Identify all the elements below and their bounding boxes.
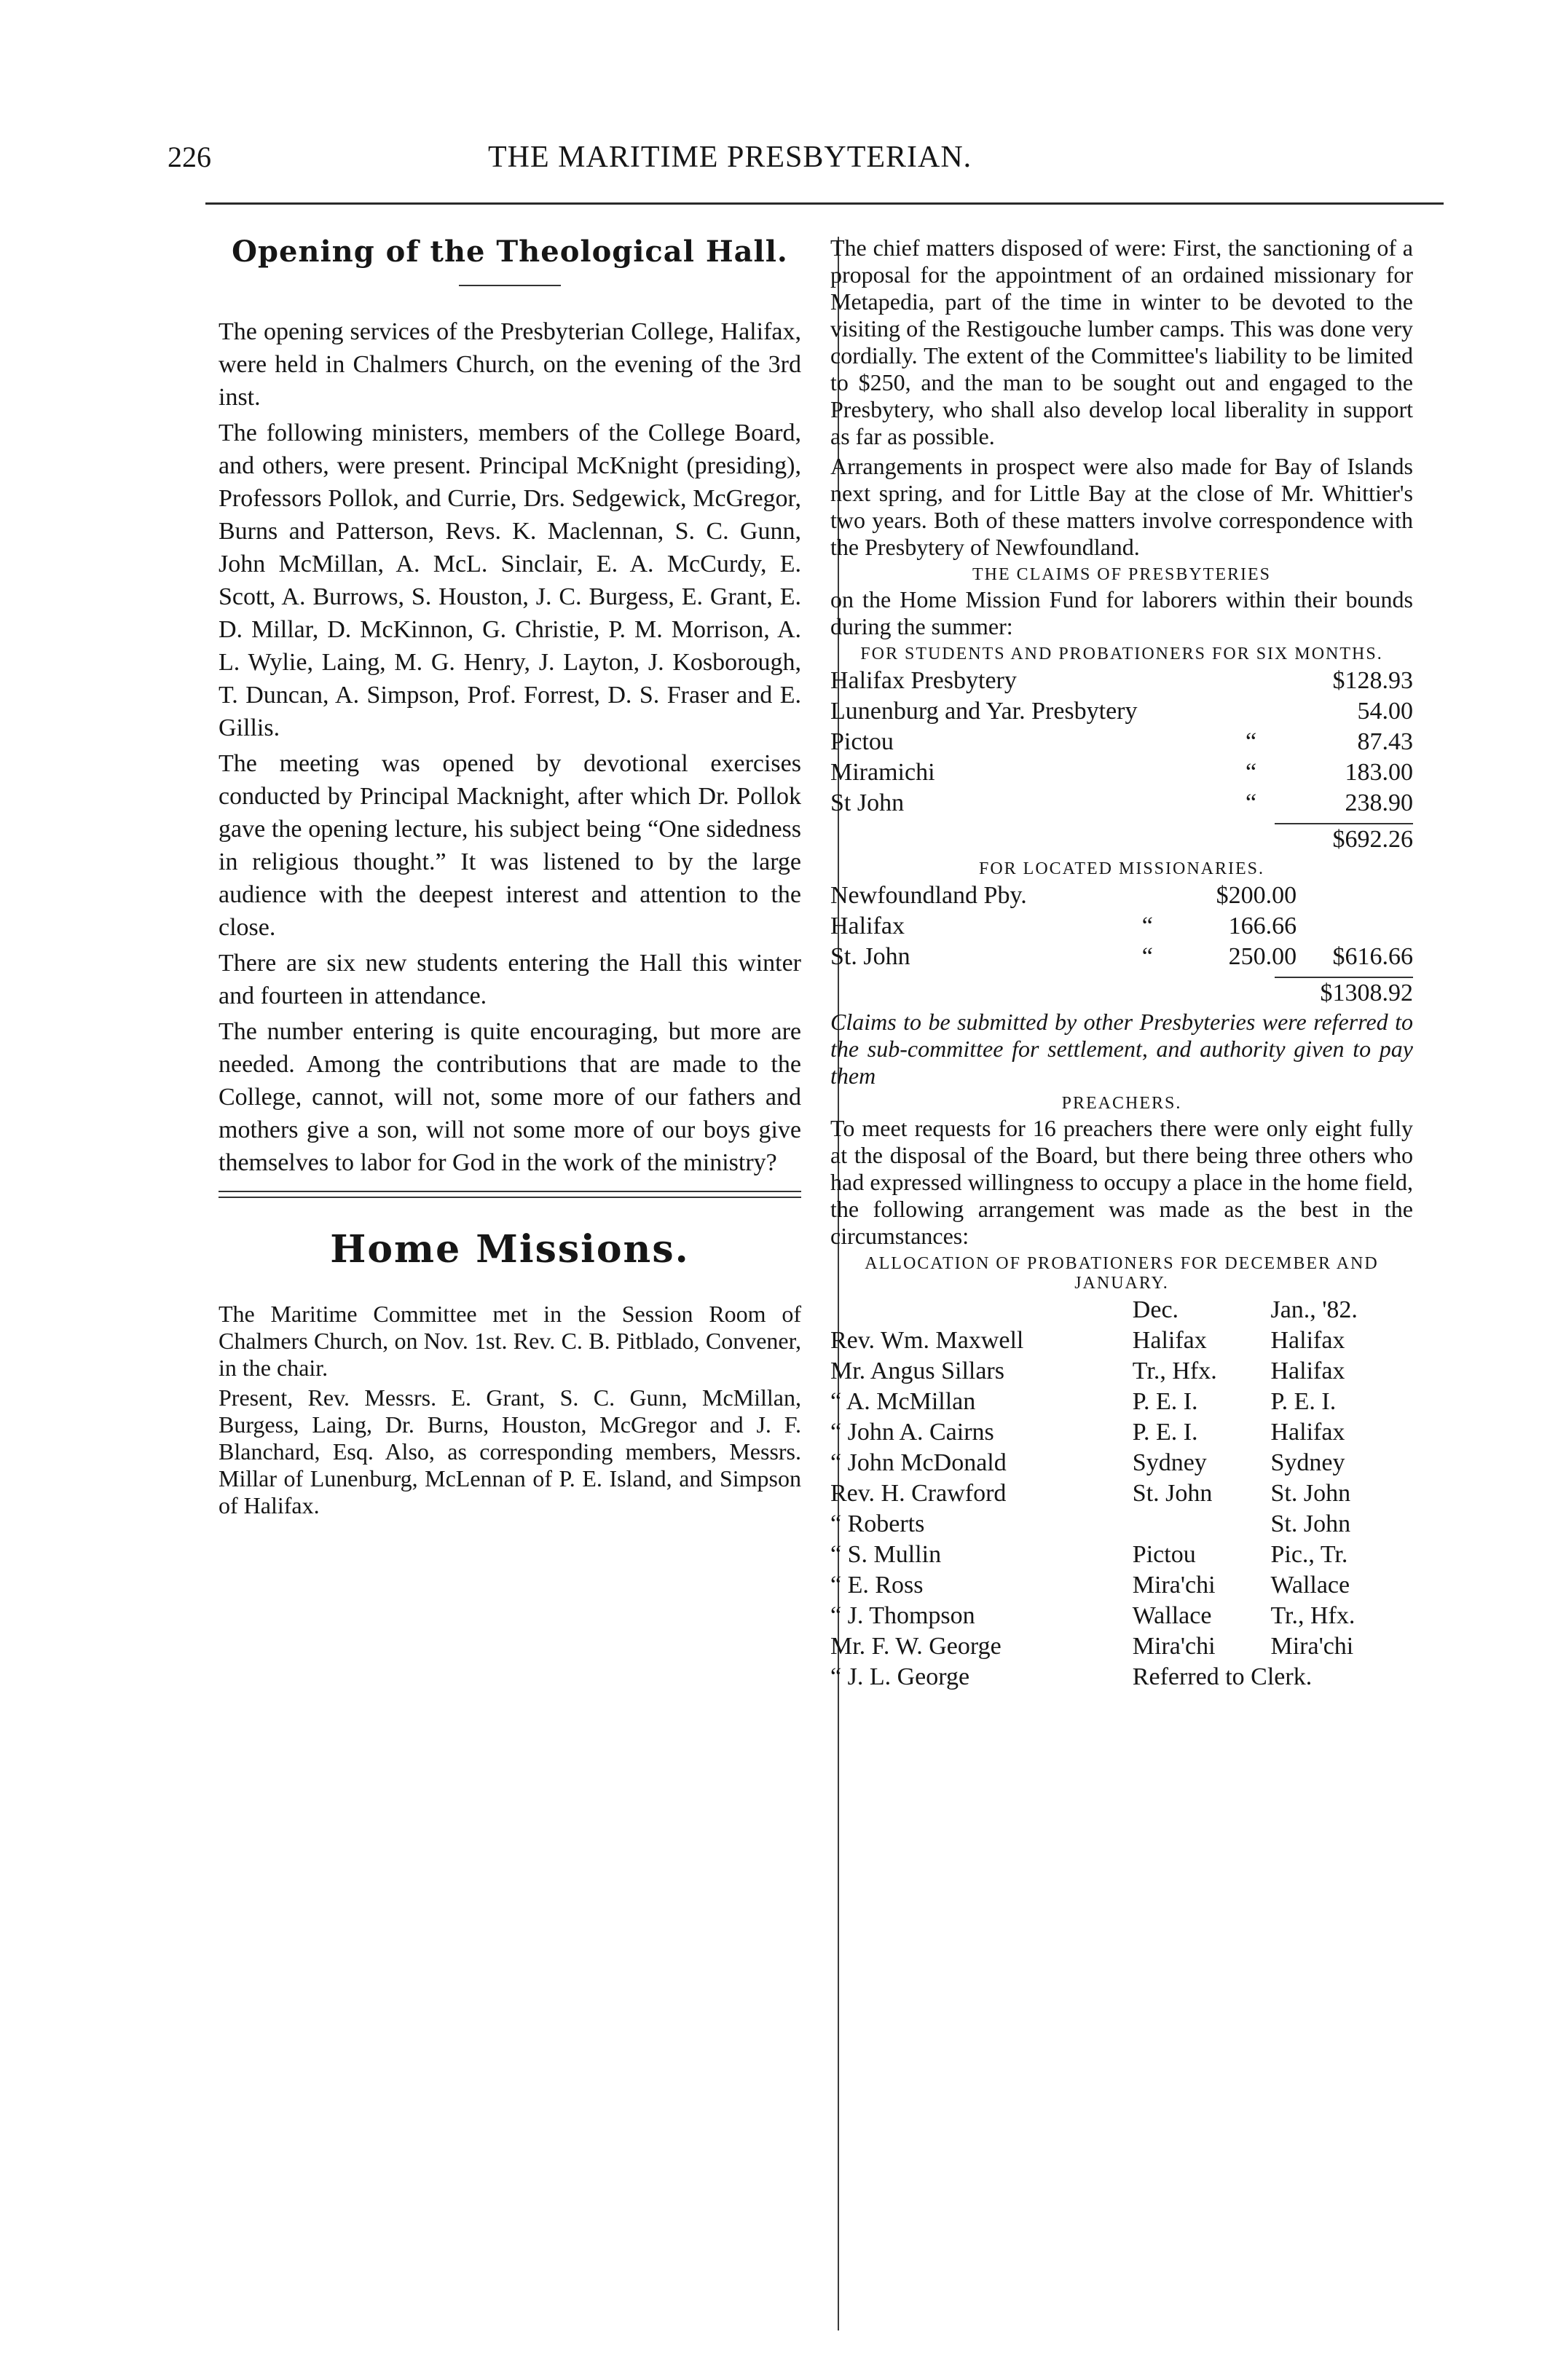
- table-row: [830, 788, 1413, 819]
- amount: $128.93: [1332, 667, 1413, 694]
- students-claims-table: [830, 666, 1413, 819]
- probationer-name: “ Roberts: [830, 1510, 925, 1537]
- probationer-name: Rev. H. Crawford: [830, 1480, 1007, 1507]
- section-divider: [219, 1191, 801, 1198]
- table-row: [830, 1325, 1413, 1356]
- table-row: [830, 1478, 1413, 1509]
- subtotal: [1297, 911, 1413, 942]
- paragraph: There are six new students entering the Hall this winter and fourteen in attendance.: [219, 950, 801, 1009]
- ditto-mark: [1219, 666, 1284, 696]
- paragraph: The number entering is quite encouraging, but more are needed. Among the contributions that are made to the College, cannot, will not, some more of our fathers and mothers give a son, will not some more of our boys give themselves to labor for God in the work of the ministry?: [219, 1018, 801, 1176]
- right-column: [830, 235, 1413, 1693]
- claims-note: Claims to be submitted by other Presbyteries were referred to the sub-committee for settlement, and authority given to pay them: [830, 1009, 1413, 1089]
- january-place: Wallace: [1270, 1572, 1350, 1599]
- probationer-name: “ E. Ross: [830, 1572, 924, 1599]
- ditto-mark: [1114, 880, 1180, 911]
- subtotal: $616.66: [1332, 943, 1413, 970]
- probationer-name: Mr. F. W. George: [830, 1633, 1002, 1660]
- december-place: P. E. I.: [1132, 1419, 1198, 1446]
- paragraph: The Maritime Committee met in the Session Room of Chalmers Church, on Nov. 1st. Rev. C. B. Pitblado, Convener, in the chair.: [219, 1301, 801, 1381]
- allocation-table: [830, 1295, 1413, 1693]
- table-row: [830, 666, 1413, 696]
- december-place: Mira'chi: [1132, 1572, 1216, 1599]
- ditto-mark: “: [1141, 913, 1153, 939]
- january-place: St. John: [1270, 1510, 1351, 1537]
- table-row: [830, 1509, 1413, 1540]
- table-row: [830, 1387, 1413, 1417]
- december-place: Pictou: [1132, 1541, 1196, 1568]
- amount: 238.90: [1345, 789, 1413, 816]
- probationer-name: “ J. L. George: [830, 1663, 970, 1690]
- presbytery-name: St. John: [830, 943, 910, 970]
- presbytery-name: Halifax: [830, 913, 905, 939]
- subtotal: [1297, 880, 1413, 911]
- probationer-name: “ John A. Cairns: [830, 1419, 994, 1446]
- ditto-mark: “: [1245, 728, 1257, 755]
- grand-total: $1308.92: [1320, 980, 1413, 1006]
- ditto-mark: “: [1245, 789, 1257, 816]
- january-place: Sydney: [1270, 1449, 1345, 1476]
- subheading-students: FOR STUDENTS AND PROBATIONERS FOR SIX MONTHS.: [860, 645, 1383, 663]
- table-row: [830, 727, 1413, 757]
- students-total: $692.26: [1332, 826, 1413, 853]
- running-title: THE MARITIME PRESBYTERIAN.: [488, 141, 972, 174]
- december-place: Mira'chi: [1132, 1633, 1216, 1660]
- paragraph: Present, Rev. Messrs. E. Grant, S. C. Gunn, McMillan, Burgess, Laing, Dr. Burns, Houston, McGregor and J. F. Blanchard, Esq. Also, as corresponding members, Messrs. Millar of Lunenburg, McLennan of P. E. Island, and Simpson of Halifax.: [219, 1384, 801, 1518]
- probationer-name: “ S. Mullin: [830, 1541, 942, 1568]
- probationer-name: “ John McDonald: [830, 1449, 1007, 1476]
- january-place: Halifax: [1270, 1358, 1345, 1384]
- column-header: [830, 1295, 1133, 1325]
- column-header: Jan., '82.: [1270, 1296, 1358, 1323]
- paragraph: on the Home Mission Fund for laborers within their bounds during the summer:: [830, 586, 1413, 639]
- january-place: Tr., Hfx.: [1270, 1602, 1356, 1629]
- december-place: Tr., Hfx.: [1132, 1358, 1217, 1384]
- paragraph: The following ministers, members of the College Board, and others, were present. Principal McKnight (presiding), Professors Pollok, and Currie, Drs. Sedgewick, McGregor, Burns and Patterson, Revs. K. Maclennan, S. C. Gunn, John McMillan, A. McL. Sinclair, E. A. McCurdy, E. Scott, A. Burrows, S. Houston, J. C. Burgess, E. Grant, E. D. Millar, D. McKinnon, G. Christie, P. M. Morrison, A. L. Wylie, Laing, M. G. Henry, J. Layton, J. Kosborough, T. Duncan, A. Simpson, Prof. Forrest, D. S. Fraser and E. Gillis.: [219, 419, 801, 741]
- subheading-allocation: ALLOCATION OF PROBATIONERS FOR DECEMBER AND JANUARY.: [865, 1254, 1379, 1293]
- paragraph: The chief matters disposed of were: First, the sanctioning of a proposal for the appointment of an ordained missionary for Metapedia, part of the time in winter to be devoted to the visiting of the Restigouche lumber camps. This was done very cordially. The extent of the Committee's liability to be limited to $250, and the man to be sought out and engaged to the Presbytery, who shall also develop local liberality in support as far as possible.: [830, 235, 1413, 449]
- table-row: [830, 1448, 1413, 1478]
- table-row: [830, 696, 1413, 727]
- amount: 54.00: [1357, 698, 1413, 725]
- amount: 183.00: [1345, 759, 1413, 786]
- header-rule: [205, 202, 1444, 205]
- ditto-mark: “: [1245, 759, 1257, 786]
- december-place: Halifax: [1132, 1327, 1207, 1354]
- table-row: [830, 1570, 1413, 1601]
- presbytery-name: Newfoundland Pby.: [830, 882, 1027, 909]
- january-place: Mira'chi: [1270, 1633, 1354, 1660]
- table-header-row: [830, 1295, 1413, 1325]
- table-row: [830, 1417, 1413, 1448]
- subheading-preachers: PREACHERS.: [1061, 1094, 1182, 1113]
- january-place: St. John: [1270, 1480, 1351, 1507]
- december-place: P. E. I.: [1132, 1388, 1198, 1415]
- table-row: [830, 757, 1413, 788]
- paragraph: The opening services of the Presbyterian College, Halifax, were held in Chalmers Church, on the evening of the 3rd inst.: [219, 318, 801, 411]
- presbytery-name: St John: [830, 789, 905, 816]
- located-missionaries-table: [830, 880, 1413, 972]
- amount: 166.66: [1228, 913, 1297, 939]
- section-heading-home-missions: Home Missions.: [330, 1227, 690, 1272]
- subheading-claims: THE CLAIMS OF PRESBYTERIES: [972, 565, 1272, 584]
- paragraph: The meeting was opened by devotional exercises conducted by Principal Macknight, after which Dr. Pollok gave the opening lecture, his subject being “One sidedness in religious thought.” It was listened to by the large audience with the deepest interest and attention to the close.: [219, 750, 801, 941]
- january-place: Halifax: [1270, 1327, 1345, 1354]
- amount: 87.43: [1357, 728, 1413, 755]
- december-place: Wallace: [1132, 1602, 1212, 1629]
- amount: $200.00: [1216, 882, 1297, 909]
- january-place: P. E. I.: [1270, 1388, 1337, 1415]
- page-header: [168, 140, 1449, 184]
- table-row: [830, 880, 1413, 911]
- paragraph: To meet requests for 16 preachers there were only eight fully at the disposal of the Board, but there being three others who had expressed willingness to occupy a place in the home field, the following arrangement was made as the best in the circumstances:: [830, 1115, 1413, 1249]
- table-row: [830, 1540, 1413, 1570]
- paragraph: Arrangements in prospect were also made for Bay of Islands next spring, and for Little Bay at the close of Mr. Whittier's two years. Both of these matters involve correspondence with the Presbytery of Newfoundland.: [830, 453, 1413, 560]
- table-row: [830, 1662, 1413, 1693]
- section-heading-theological-hall: Opening of the Theological Hall.: [232, 235, 788, 269]
- amount: 250.00: [1228, 943, 1297, 970]
- presbytery-name: Lunenburg and Yar. Presbytery: [830, 698, 1138, 725]
- table-row: [830, 1631, 1413, 1662]
- december-place: St. John: [1132, 1480, 1213, 1507]
- left-column: [219, 235, 801, 1522]
- table-row: [830, 1356, 1413, 1387]
- probationer-name: Rev. Wm. Maxwell: [830, 1327, 1024, 1354]
- presbytery-name: Pictou: [830, 728, 894, 755]
- probationer-name: “ A. McMillan: [830, 1388, 976, 1415]
- subheading-located: FOR LOCATED MISSIONARIES.: [978, 859, 1265, 878]
- presbytery-name: Halifax Presbytery: [830, 667, 1017, 694]
- heading-rule: [459, 285, 561, 286]
- december-place: Referred to Clerk.: [1132, 1663, 1313, 1690]
- ditto-mark: “: [1141, 943, 1153, 970]
- january-place: Halifax: [1270, 1419, 1345, 1446]
- december-place: Sydney: [1132, 1449, 1207, 1476]
- probationer-name: Mr. Angus Sillars: [830, 1358, 1004, 1384]
- column-header: Dec.: [1132, 1296, 1179, 1323]
- december-place: [1133, 1509, 1271, 1540]
- page-number: 226: [168, 141, 211, 173]
- probationer-name: “ J. Thompson: [830, 1602, 975, 1629]
- january-place: Pic., Tr.: [1270, 1541, 1348, 1568]
- table-row: [830, 911, 1413, 942]
- table-row: [830, 1601, 1413, 1631]
- presbytery-name: Miramichi: [830, 759, 935, 786]
- table-row: [830, 942, 1413, 972]
